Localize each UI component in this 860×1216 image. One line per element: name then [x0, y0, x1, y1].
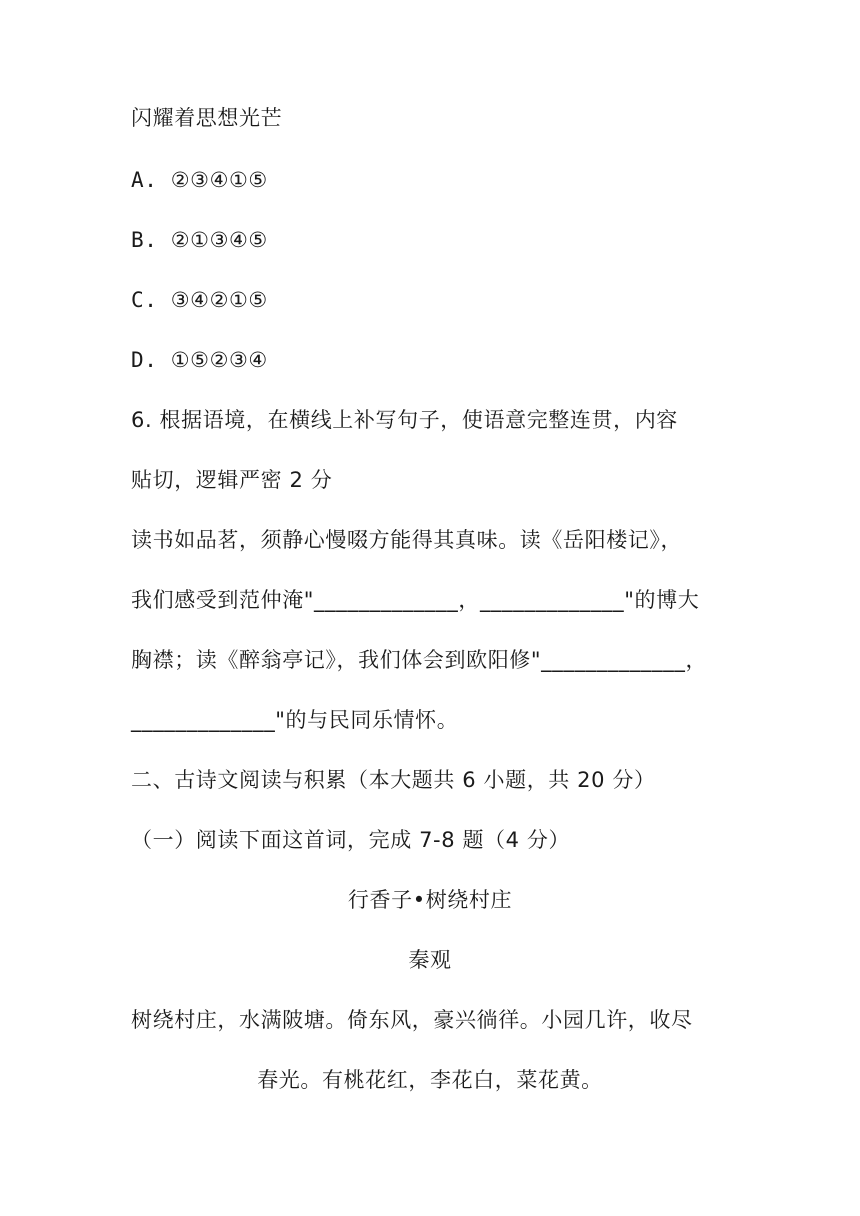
poem-author: 秦观: [408, 948, 452, 972]
poem-line-1: 树绕村庄，水满陂塘。倚东风，豪兴徜徉。小园几许，收尽: [131, 1008, 693, 1032]
text-line-continuation: 闪耀着思想光芒: [131, 106, 283, 130]
option-b: B. ②①③④⑤: [131, 228, 268, 252]
passage-line-2: 我们感受到范仲淹"_____________，_____________"的博大: [131, 588, 700, 612]
option-a: A. ②③④①⑤: [131, 168, 268, 192]
passage-line-3: 胸襟；读《醉翁亭记》，我们体会到欧阳修"_____________，: [131, 648, 708, 672]
question-6-line-2: 贴切，逻辑严密 2 分: [131, 468, 333, 492]
poem-line-2: 春光。有桃花红，李花白，菜花黄。: [257, 1068, 603, 1092]
poem-title: 行香子•树绕村庄: [347, 888, 513, 912]
question-6-line-1: 6. 根据语境，在横线上补写句子，使语意完整连贯，内容: [131, 408, 678, 432]
subsection-1-heading: （一）阅读下面这首词，完成 7-8 题（4 分）: [131, 828, 571, 852]
passage-line-1: 读书如品茗，须静心慢啜方能得其真味。读《岳阳楼记》，: [131, 528, 683, 552]
option-c: C. ③④②①⑤: [131, 288, 268, 312]
section-2-heading: 二、古诗文阅读与积累（本大题共 6 小题，共 20 分）: [131, 768, 656, 792]
passage-line-4: _____________"的与民同乐情怀。: [131, 708, 459, 732]
option-d: D. ①⑤②③④: [131, 348, 268, 372]
